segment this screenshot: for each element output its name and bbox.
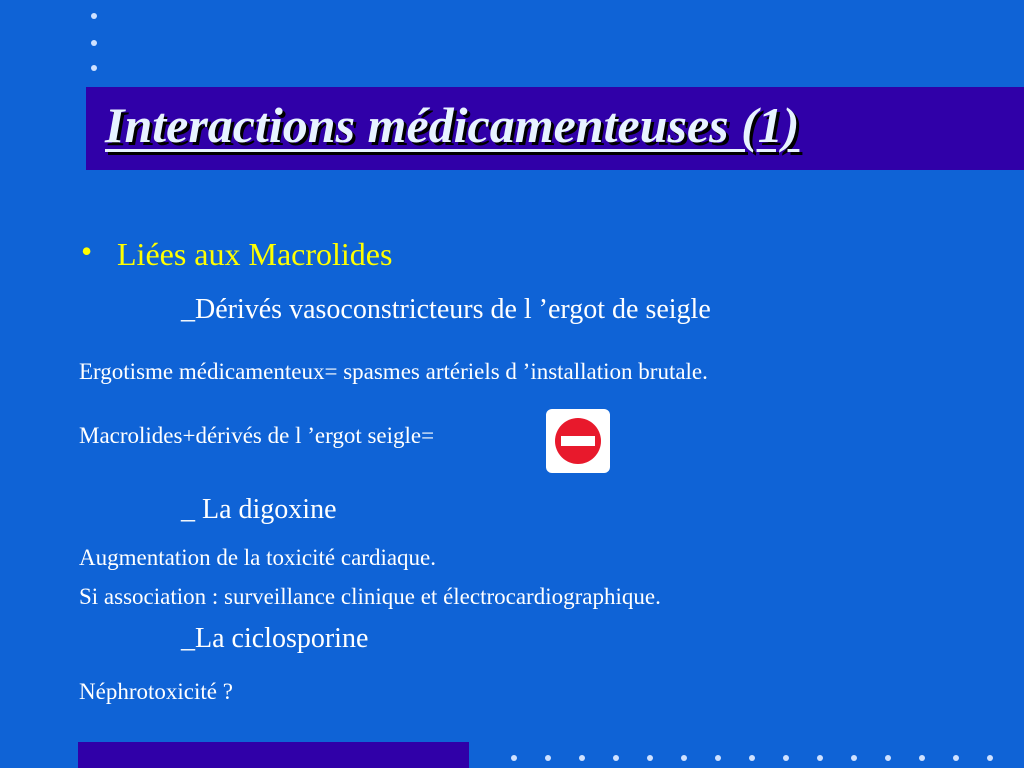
decorative-dot bbox=[91, 13, 97, 19]
body-line-nephrotoxicite: Néphrotoxicité ? bbox=[79, 679, 233, 704]
decorative-dot bbox=[851, 755, 857, 761]
decorative-dot bbox=[511, 755, 517, 761]
section-heading-ciclosporine: _La ciclosporine bbox=[181, 623, 369, 654]
body-line-toxicite: Augmentation de la toxicité cardiaque. bbox=[79, 545, 437, 570]
slide-title: Interactions médicamenteuses (1) bbox=[105, 97, 800, 153]
bullet-marker: • bbox=[81, 233, 93, 269]
section-heading-digoxine: _ La digoxine bbox=[181, 494, 337, 525]
no-entry-icon-graphic bbox=[553, 416, 603, 466]
decorative-dot bbox=[987, 755, 993, 761]
decorative-dot bbox=[91, 65, 97, 71]
bottom-bar bbox=[78, 742, 469, 768]
decorative-dot bbox=[681, 755, 687, 761]
bullet-text: Liées aux Macrolides bbox=[117, 236, 393, 272]
decorative-dot bbox=[579, 755, 585, 761]
decorative-dot bbox=[91, 40, 97, 46]
decorative-dot bbox=[919, 755, 925, 761]
body-line-macrolides-ergot: Macrolides+dérivés de l ’ergot seigle= bbox=[79, 423, 435, 448]
decorative-dot bbox=[715, 755, 721, 761]
decorative-dot bbox=[953, 755, 959, 761]
section-heading-ergot: _Dérivés vasoconstricteurs de l ’ergot de seigle bbox=[181, 294, 711, 325]
decorative-dot bbox=[749, 755, 755, 761]
decorative-dot bbox=[647, 755, 653, 761]
no-entry-icon bbox=[546, 409, 610, 473]
decorative-dot bbox=[783, 755, 789, 761]
decorative-dot bbox=[545, 755, 551, 761]
decorative-dot bbox=[613, 755, 619, 761]
decorative-dot bbox=[885, 755, 891, 761]
decorative-dot bbox=[817, 755, 823, 761]
body-line-ergotisme: Ergotisme médicamenteux= spasmes artériels d ’installation brutale. bbox=[79, 359, 708, 384]
body-line-surveillance: Si association : surveillance clinique et électrocardiographique. bbox=[79, 584, 661, 609]
